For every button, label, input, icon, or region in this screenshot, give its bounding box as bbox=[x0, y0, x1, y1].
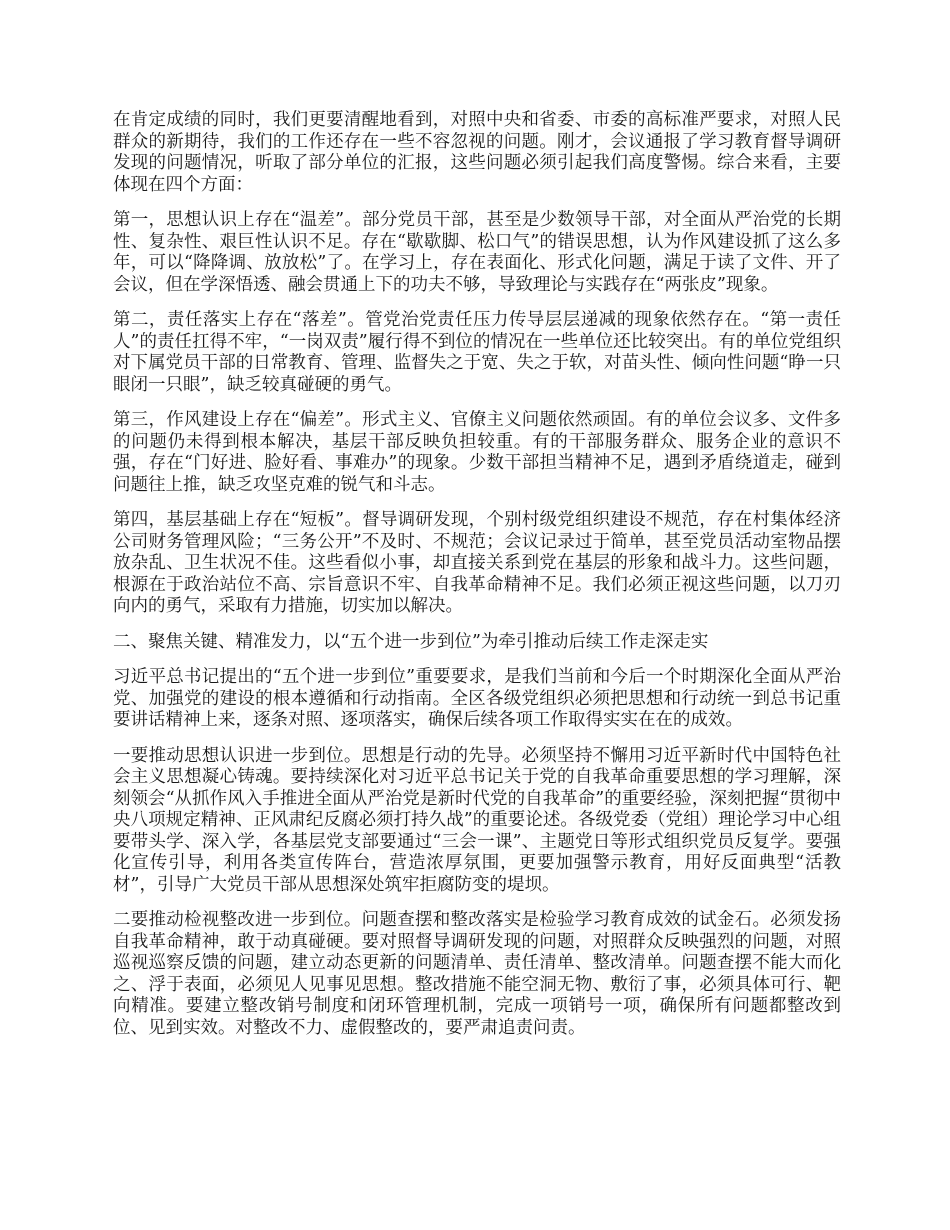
paragraph-problems-intro: 在肯定成绩的同时，我们更要清醒地看到，对照中央和省委、市委的高标准严要求，对照人民群众的新期待，我们的工作还存在一些不容忽视的问题。刚才，会议通报了学习教育督导调研发现的问题情况，听取了部分单位的汇报，这些问题必须引起我们高度警惕。综合来看，主要体现在四个方面： bbox=[113, 110, 841, 195]
paragraph-style-deviation: 第三，作风建设上存在“偏差”。形式主义、官僚主义问题依然顽固。有的单位会议多、文件多的问题仍未得到根本解决，基层干部反映负担较重。有的干部服务群众、服务企业的意识不强，存在“门好进、脸好看、事难办”的现象。少数干部担当精神不足，遇到矛盾绕道走，碰到问题往上推，缺乏攻坚克难的锐气和斗志。 bbox=[113, 410, 841, 495]
paragraph-responsibility-gap: 第二，责任落实上存在“落差”。管党治党责任压力传导层层递减的现象依然存在。“第一责任人”的责任扛得不牢，“一岗双责”履行得不到位的情况在一些单位还比较突出。有的单位党组织对下属党员干部的日常教育、管理、监督失之于宽、失之于软，对苗头性、倾向性问题“睁一只眼闭一只眼”，缺乏较真碰硬的勇气。 bbox=[113, 310, 841, 395]
paragraph-thinking-in-place: 一要推动思想认识进一步到位。思想是行动的先导。必须坚持不懈用习近平新时代中国特色社会主义思想凝心铸魂。要持续深化对习近平总书记关于党的自我革命重要思想的学习理解，深刻领会“从抓作风入手推进全面从严治党是新时代党的自我革命”的重要经验，深刻把握“贯彻中央八项规定精神、正风肃纪反腐必须打持久战”的重要论述。各级党委（党组）理论学习中心组要带头学、深入学，各基层党支部要通过“三会一课”、主题党日等形式组织党员反复学。要强化宣传引导，利用各类宣传阵台，营造浓厚氛围，更要加强警示教育，用好反面典型“活教材”，引导广大党员干部从思想深处筑牢拒腐防变的堤坝。 bbox=[113, 745, 841, 895]
section-heading-two: 二、聚焦关键、精准发力，以“五个进一步到位”为牵引推动后续工作走深走实 bbox=[113, 631, 709, 652]
paragraph-grassroots-shortboard: 第四，基层基础上存在“短板”。督导调研发现，个别村级党组织建设不规范，存在村集体经济公司财务管理风险；“三务公开”不及时、不规范；会议记录过于简单，甚至党员活动室物品摆放杂乱、卫生状况不佳。这些看似小事，却直接关系到党在基层的形象和战斗力。这些问题，根源在于政治站位不高、宗旨意识不牢、自我革命精神不足。我们必须正视这些问题，以刀刃向内的勇气，采取有力措施，切实加以解决。 bbox=[113, 510, 841, 616]
paragraph-five-requirements: 习近平总书记提出的“五个进一步到位”重要要求，是我们当前和今后一个时期深化全面从严治党、加强党的建设的根本遵循和行动指南。全区各级党组织必须把思想和行动统一到总书记重要讲话精神上来，逐条对照、逐项落实，确保后续各项工作取得实实在在的成效。 bbox=[113, 667, 841, 730]
paragraph-rectification-in-place: 二要推动检视整改进一步到位。问题查摆和整改落实是检验学习教育成效的试金石。必须发扬自我革命精神，敢于动真碰硬。要对照督导调研发现的问题，对照群众反映强烈的问题，对照巡视巡察反馈的问题，建立动态更新的问题清单、责任清单、整改清单。问题查摆不能大而化之、浮于表面，必须见人见事见思想。整改措施不能空洞无物、敷衍了事，必须具体可行、靶向精准。要建立整改销号制度和闭环管理机制，完成一项销号一项，确保所有问题都整改到位、见到实效。对整改不力、虚假整改的，要严肃追责问责。 bbox=[113, 910, 841, 1038]
document-body bbox=[113, 110, 841, 1053]
paragraph-thinking-gap: 第一，思想认识上存在“温差”。部分党员干部，甚至是少数领导干部，对全面从严治党的长期性、复杂性、艰巨性认识不足。存在“歇歇脚、松口气”的错误思想，认为作风建设抓了这么多年，可以“降降调、放放松”了。在学习上，存在表面化、形式化问题，满足于读了文件、开了会议，但在学深悟透、融会贯通上下的功夫不够，导致理论与实践存在“两张皮”现象。 bbox=[113, 210, 841, 295]
